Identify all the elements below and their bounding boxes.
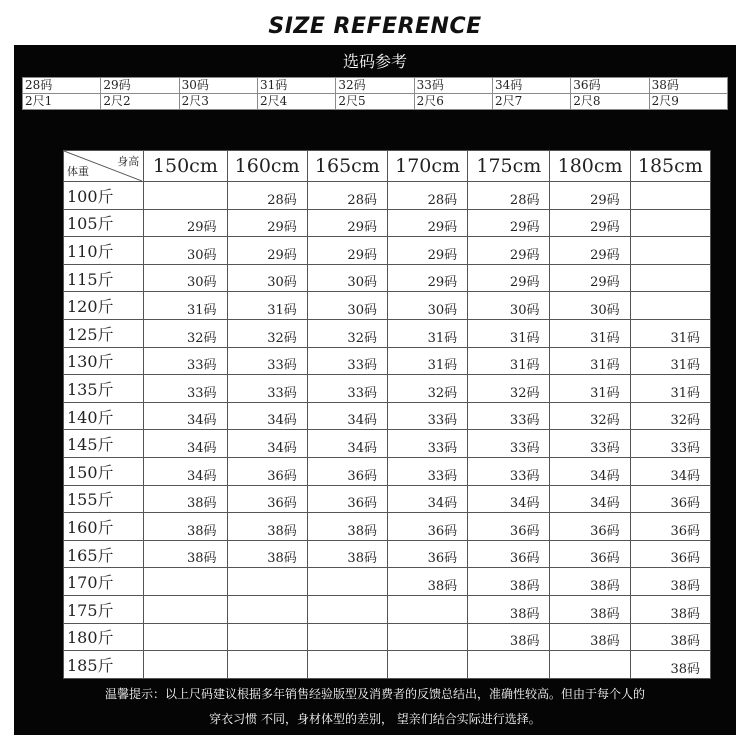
size-cell: 33码: [387, 430, 467, 458]
waist-row: [23, 94, 728, 110]
size-cell: 36码: [387, 513, 467, 541]
table-row: [64, 623, 711, 651]
weight-label: 160斤: [64, 513, 144, 541]
size-cell: 38码: [630, 651, 710, 679]
size-cell: 36码: [550, 540, 630, 568]
size-chart-panel: [14, 45, 736, 735]
size-cell: [630, 237, 710, 265]
size-cell: 38码: [630, 568, 710, 596]
size-cell: 28码: [387, 182, 467, 210]
size-cell: 36码: [307, 485, 387, 513]
table-row: [64, 485, 711, 513]
size-cell: [307, 595, 387, 623]
size-cell: 36码: [227, 457, 307, 485]
size-code-row: [23, 78, 728, 94]
size-cell: 36码: [630, 540, 710, 568]
size-cell: 29码: [227, 237, 307, 265]
weight-label: 130斤: [64, 347, 144, 375]
size-cell: 28码: [307, 182, 387, 210]
size-cell: 31码: [468, 319, 550, 347]
waist-cell: 2尺8: [571, 94, 649, 110]
size-cell: 29码: [387, 209, 467, 237]
size-cell: 33码: [468, 430, 550, 458]
size-cell: 38码: [550, 568, 630, 596]
corner-cell: [64, 151, 144, 182]
size-cell: 30码: [307, 292, 387, 320]
size-cell: 38码: [144, 540, 227, 568]
size-cell: [144, 623, 227, 651]
size-cell: 34码: [144, 430, 227, 458]
size-cell: 31码: [468, 347, 550, 375]
size-cell: 31码: [144, 292, 227, 320]
size-cell: 28码: [468, 182, 550, 210]
size-cell: 33码: [144, 375, 227, 403]
size-code-cell: 28码: [23, 78, 101, 94]
table-row: [64, 375, 711, 403]
size-cell: 33码: [307, 347, 387, 375]
size-cell: [550, 651, 630, 679]
size-cell: 29码: [550, 264, 630, 292]
size-cell: 34码: [550, 457, 630, 485]
size-cell: 38码: [468, 595, 550, 623]
size-code-cell: 30码: [179, 78, 257, 94]
waist-cell: 2尺5: [336, 94, 414, 110]
table-row: [64, 540, 711, 568]
size-cell: [630, 209, 710, 237]
size-cell: 38码: [550, 623, 630, 651]
size-cell: 29码: [468, 237, 550, 265]
size-cell: 29码: [468, 264, 550, 292]
weight-label: 170斤: [64, 568, 144, 596]
size-cell: 29码: [387, 237, 467, 265]
size-cell: 29码: [144, 209, 227, 237]
height-header-row: [64, 151, 711, 182]
size-cell: 32码: [630, 402, 710, 430]
size-cell: 34码: [468, 485, 550, 513]
size-cell: 29码: [550, 237, 630, 265]
size-cell: 34码: [307, 430, 387, 458]
waist-cell: 2尺9: [649, 94, 727, 110]
tip-note-line-2: 穿衣习惯 不同，身材体型的差别， 望亲们结合实际进行选择。: [209, 712, 541, 726]
page-title: SIZE REFERENCE: [268, 14, 482, 39]
waist-cell: 2尺6: [414, 94, 492, 110]
table-row: [64, 457, 711, 485]
size-cell: 34码: [227, 402, 307, 430]
size-cell: 31码: [550, 319, 630, 347]
size-cell: 38码: [630, 595, 710, 623]
size-cell: 38码: [227, 540, 307, 568]
size-cell: 30码: [387, 292, 467, 320]
size-cell: 30码: [550, 292, 630, 320]
table-row: [64, 182, 711, 210]
weight-axis-label: 体重: [67, 165, 89, 178]
size-cell: 34码: [550, 485, 630, 513]
waist-cell: 2尺1: [23, 94, 101, 110]
size-cell: 29码: [468, 209, 550, 237]
size-cell: [227, 651, 307, 679]
size-cell: [630, 292, 710, 320]
waist-size-table: [22, 77, 728, 110]
size-code-cell: 32码: [336, 78, 414, 94]
table-row: [64, 402, 711, 430]
size-cell: 33码: [468, 402, 550, 430]
size-cell: 38码: [468, 623, 550, 651]
size-cell: [307, 568, 387, 596]
size-cell: 31码: [630, 319, 710, 347]
size-cell: 36码: [387, 540, 467, 568]
size-cell: 32码: [550, 402, 630, 430]
size-cell: 31码: [387, 347, 467, 375]
height-header: 180cm: [550, 151, 630, 182]
size-cell: [144, 651, 227, 679]
table-row: [64, 513, 711, 541]
size-cell: [144, 595, 227, 623]
size-cell: [630, 264, 710, 292]
size-cell: [387, 595, 467, 623]
size-cell: 38码: [227, 513, 307, 541]
size-code-cell: 36码: [571, 78, 649, 94]
height-axis-label: 身高: [117, 155, 140, 168]
height-header: 185cm: [630, 151, 710, 182]
size-code-cell: 38码: [649, 78, 727, 94]
size-cell: [227, 568, 307, 596]
size-cell: [387, 623, 467, 651]
weight-label: 140斤: [64, 402, 144, 430]
size-cell: 34码: [387, 485, 467, 513]
table-row: [64, 237, 711, 265]
size-cell: 36码: [468, 540, 550, 568]
size-cell: 38码: [144, 513, 227, 541]
size-cell: 36码: [630, 485, 710, 513]
weight-label: 165斤: [64, 540, 144, 568]
size-cell: 30码: [144, 237, 227, 265]
size-cell: [144, 182, 227, 210]
size-cell: 28码: [227, 182, 307, 210]
size-cell: 32码: [144, 319, 227, 347]
height-header: 165cm: [307, 151, 387, 182]
size-cell: [307, 623, 387, 651]
height-weight-table: [63, 150, 711, 679]
size-cell: 36码: [307, 457, 387, 485]
weight-label: 135斤: [64, 375, 144, 403]
size-cell: 31码: [630, 375, 710, 403]
size-cell: 33码: [227, 375, 307, 403]
table-row: [64, 568, 711, 596]
size-cell: 30码: [468, 292, 550, 320]
size-cell: 29码: [307, 237, 387, 265]
size-cell: 31码: [387, 319, 467, 347]
weight-label: 105斤: [64, 209, 144, 237]
size-cell: 30码: [307, 264, 387, 292]
table-row: [64, 651, 711, 679]
size-cell: 32码: [387, 375, 467, 403]
size-cell: 32码: [227, 319, 307, 347]
size-cell: 33码: [630, 430, 710, 458]
size-cell: 38码: [550, 595, 630, 623]
weight-label: 175斤: [64, 595, 144, 623]
size-cell: 32码: [468, 375, 550, 403]
size-cell: 31码: [550, 375, 630, 403]
size-cell: 33码: [227, 347, 307, 375]
size-cell: 34码: [144, 457, 227, 485]
waist-cell: 2尺7: [492, 94, 570, 110]
weight-label: 145斤: [64, 430, 144, 458]
size-cell: 38码: [468, 568, 550, 596]
weight-label: 125斤: [64, 319, 144, 347]
size-cell: 38码: [630, 623, 710, 651]
height-header: 150cm: [144, 151, 227, 182]
size-cell: 38码: [307, 513, 387, 541]
weight-label: 115斤: [64, 264, 144, 292]
size-cell: 36码: [550, 513, 630, 541]
size-cell: [227, 623, 307, 651]
height-header: 160cm: [227, 151, 307, 182]
size-cell: [144, 568, 227, 596]
weight-label: 100斤: [64, 182, 144, 210]
size-cell: [468, 651, 550, 679]
tip-note-line-1: 温馨提示：以上尺码建议根据多年销售经验版型及消费者的反馈总结出，准确性较高。但由于每个人的: [104, 687, 645, 701]
waist-cell: 2尺3: [179, 94, 257, 110]
table-row: [64, 347, 711, 375]
size-code-cell: 34码: [492, 78, 570, 94]
table-row: [64, 595, 711, 623]
size-cell: 29码: [307, 209, 387, 237]
size-cell: 31码: [630, 347, 710, 375]
size-code-cell: 31码: [257, 78, 335, 94]
size-code-cell: 29码: [101, 78, 179, 94]
size-cell: 29码: [227, 209, 307, 237]
size-cell: 30码: [227, 264, 307, 292]
waist-cell: 2尺2: [101, 94, 179, 110]
table-row: [64, 430, 711, 458]
size-cell: [307, 651, 387, 679]
size-cell: 38码: [144, 485, 227, 513]
size-cell: 33码: [387, 402, 467, 430]
table-row: [64, 319, 711, 347]
size-cell: 38码: [387, 568, 467, 596]
size-cell: 36码: [630, 513, 710, 541]
size-cell: 31码: [550, 347, 630, 375]
weight-label: 150斤: [64, 457, 144, 485]
size-cell: 32码: [307, 319, 387, 347]
weight-label: 155斤: [64, 485, 144, 513]
weight-label: 185斤: [64, 651, 144, 679]
size-cell: 33码: [144, 347, 227, 375]
size-cell: 29码: [550, 209, 630, 237]
size-cell: 34码: [630, 457, 710, 485]
size-cell: 34码: [144, 402, 227, 430]
size-cell: 33码: [307, 375, 387, 403]
waist-cell: 2尺4: [257, 94, 335, 110]
size-cell: 38码: [307, 540, 387, 568]
size-cell: 29码: [387, 264, 467, 292]
size-cell: 34码: [227, 430, 307, 458]
size-cell: 36码: [468, 513, 550, 541]
size-cell: 33码: [387, 457, 467, 485]
size-cell: 31码: [227, 292, 307, 320]
size-cell: [227, 595, 307, 623]
height-header: 175cm: [468, 151, 550, 182]
size-cell: 33码: [550, 430, 630, 458]
size-cell: 29码: [550, 182, 630, 210]
size-cell: 30码: [144, 264, 227, 292]
size-code-cell: 33码: [414, 78, 492, 94]
size-cell: 33码: [468, 457, 550, 485]
size-cell: 34码: [307, 402, 387, 430]
weight-label: 110斤: [64, 237, 144, 265]
size-cell: [387, 651, 467, 679]
table-row: [64, 292, 711, 320]
size-cell: [630, 182, 710, 210]
weight-label: 180斤: [64, 623, 144, 651]
table-row: [64, 264, 711, 292]
size-cell: 36码: [227, 485, 307, 513]
panel-subtitle: 选码参考: [342, 52, 407, 71]
weight-label: 120斤: [64, 292, 144, 320]
height-header: 170cm: [387, 151, 467, 182]
table-row: [64, 209, 711, 237]
